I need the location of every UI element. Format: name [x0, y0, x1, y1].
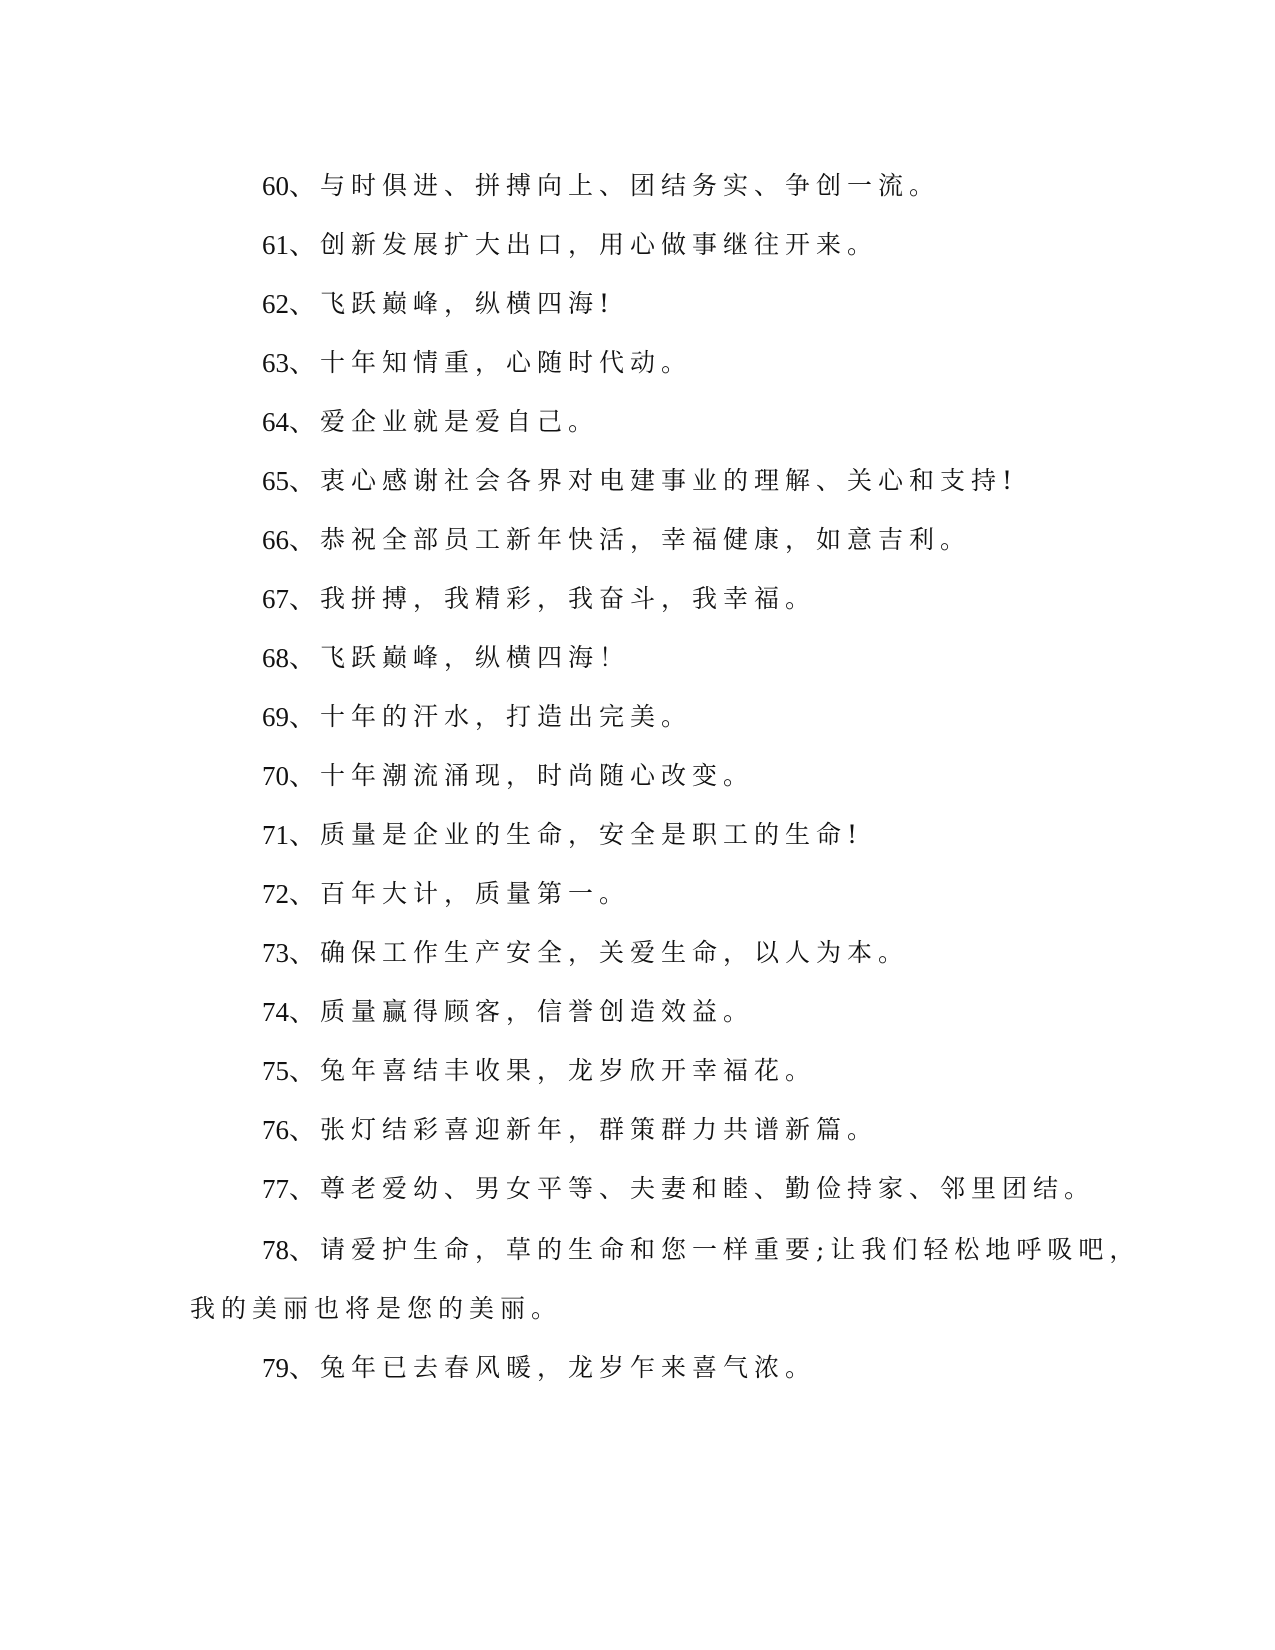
- item-text: 爱企业就是爱自己。: [320, 407, 600, 436]
- slogan-item: [0, 697, 1275, 737]
- slogan-item: [0, 992, 1275, 1032]
- item-text: 与时俱进、拼搏向上、团结务实、争创一流。: [320, 171, 941, 200]
- item-number: 63、: [262, 348, 316, 378]
- item-text: 创新发展扩大出口，用心做事继往开来。: [320, 230, 879, 259]
- item-text: 兔年已去春风暖，龙岁乍来喜气浓。: [320, 1353, 817, 1382]
- item-text: 质量是企业的生命，安全是职工的生命!: [320, 820, 864, 849]
- item-text: 十年知情重，心随时代动。: [320, 348, 693, 377]
- item-number: 79、: [262, 1353, 316, 1383]
- item-text: 我拼搏，我精彩，我奋斗，我幸福。: [320, 584, 817, 613]
- item-number: 62、: [262, 289, 316, 319]
- slogan-item: [0, 1348, 1275, 1388]
- slogan-item: [0, 756, 1275, 796]
- slogan-item: [0, 461, 1275, 501]
- slogan-item: [0, 579, 1275, 619]
- item-number: 72、: [262, 879, 316, 909]
- slogan-item-continuation: [0, 1289, 1275, 1329]
- slogan-item: [0, 1230, 1275, 1270]
- item-number: 66、: [262, 525, 316, 555]
- item-text: 飞跃巅峰，纵横四海！: [320, 643, 631, 672]
- item-text: 确保工作生产安全，关爱生命，以人为本。: [320, 938, 910, 967]
- slogan-item: [0, 343, 1275, 383]
- slogan-item: [0, 874, 1275, 914]
- item-text: 张灯结彩喜迎新年，群策群力共谱新篇。: [320, 1115, 879, 1144]
- slogan-item: [0, 284, 1275, 324]
- item-text: 百年大计，质量第一。: [320, 879, 631, 908]
- item-number: 65、: [262, 466, 316, 496]
- item-text: 兔年喜结丰收果，龙岁欣开幸福花。: [320, 1056, 817, 1085]
- slogan-item: [0, 815, 1275, 855]
- item-number: 77、: [262, 1174, 316, 1204]
- item-text: 恭祝全部员工新年快活，幸福健康，如意吉利。: [320, 525, 972, 554]
- item-number: 73、: [262, 938, 316, 968]
- slogan-item: [0, 1110, 1275, 1150]
- slogan-item: [0, 933, 1275, 973]
- item-number: 75、: [262, 1056, 316, 1086]
- item-text: 质量赢得顾客，信誉创造效益。: [320, 997, 755, 1026]
- item-number: 67、: [262, 584, 316, 614]
- slogan-item: [0, 638, 1275, 678]
- item-text-continuation: 我的美丽也将是您的美丽。: [190, 1294, 563, 1323]
- slogan-item: [0, 402, 1275, 442]
- item-number: 74、: [262, 997, 316, 1027]
- item-number: 78、: [262, 1235, 316, 1265]
- item-text: 衷心感谢社会各界对电建事业的理解、关心和支持!: [320, 466, 1019, 495]
- item-text: 尊老爱幼、男女平等、夫妻和睦、勤俭持家、邻里团结。: [320, 1174, 1096, 1203]
- slogan-item: [0, 225, 1275, 265]
- item-number: 71、: [262, 820, 316, 850]
- item-number: 68、: [262, 643, 316, 673]
- item-text: 飞跃巅峰，纵横四海!: [320, 289, 616, 318]
- item-number: 64、: [262, 407, 316, 437]
- item-number: 61、: [262, 230, 316, 260]
- item-number: 60、: [262, 171, 316, 201]
- item-text: 十年的汗水，打造出完美。: [320, 702, 693, 731]
- item-number: 69、: [262, 702, 316, 732]
- slogan-item: [0, 1169, 1275, 1209]
- item-number: 76、: [262, 1115, 316, 1145]
- item-text: 请爱护生命，草的生命和您一样重要;让我们轻松地呼吸吧，: [320, 1235, 1141, 1264]
- item-text: 十年潮流涌现，时尚随心改变。: [320, 761, 755, 790]
- slogan-item: [0, 166, 1275, 206]
- item-number: 70、: [262, 761, 316, 791]
- slogan-item: [0, 1051, 1275, 1091]
- slogan-item: [0, 520, 1275, 560]
